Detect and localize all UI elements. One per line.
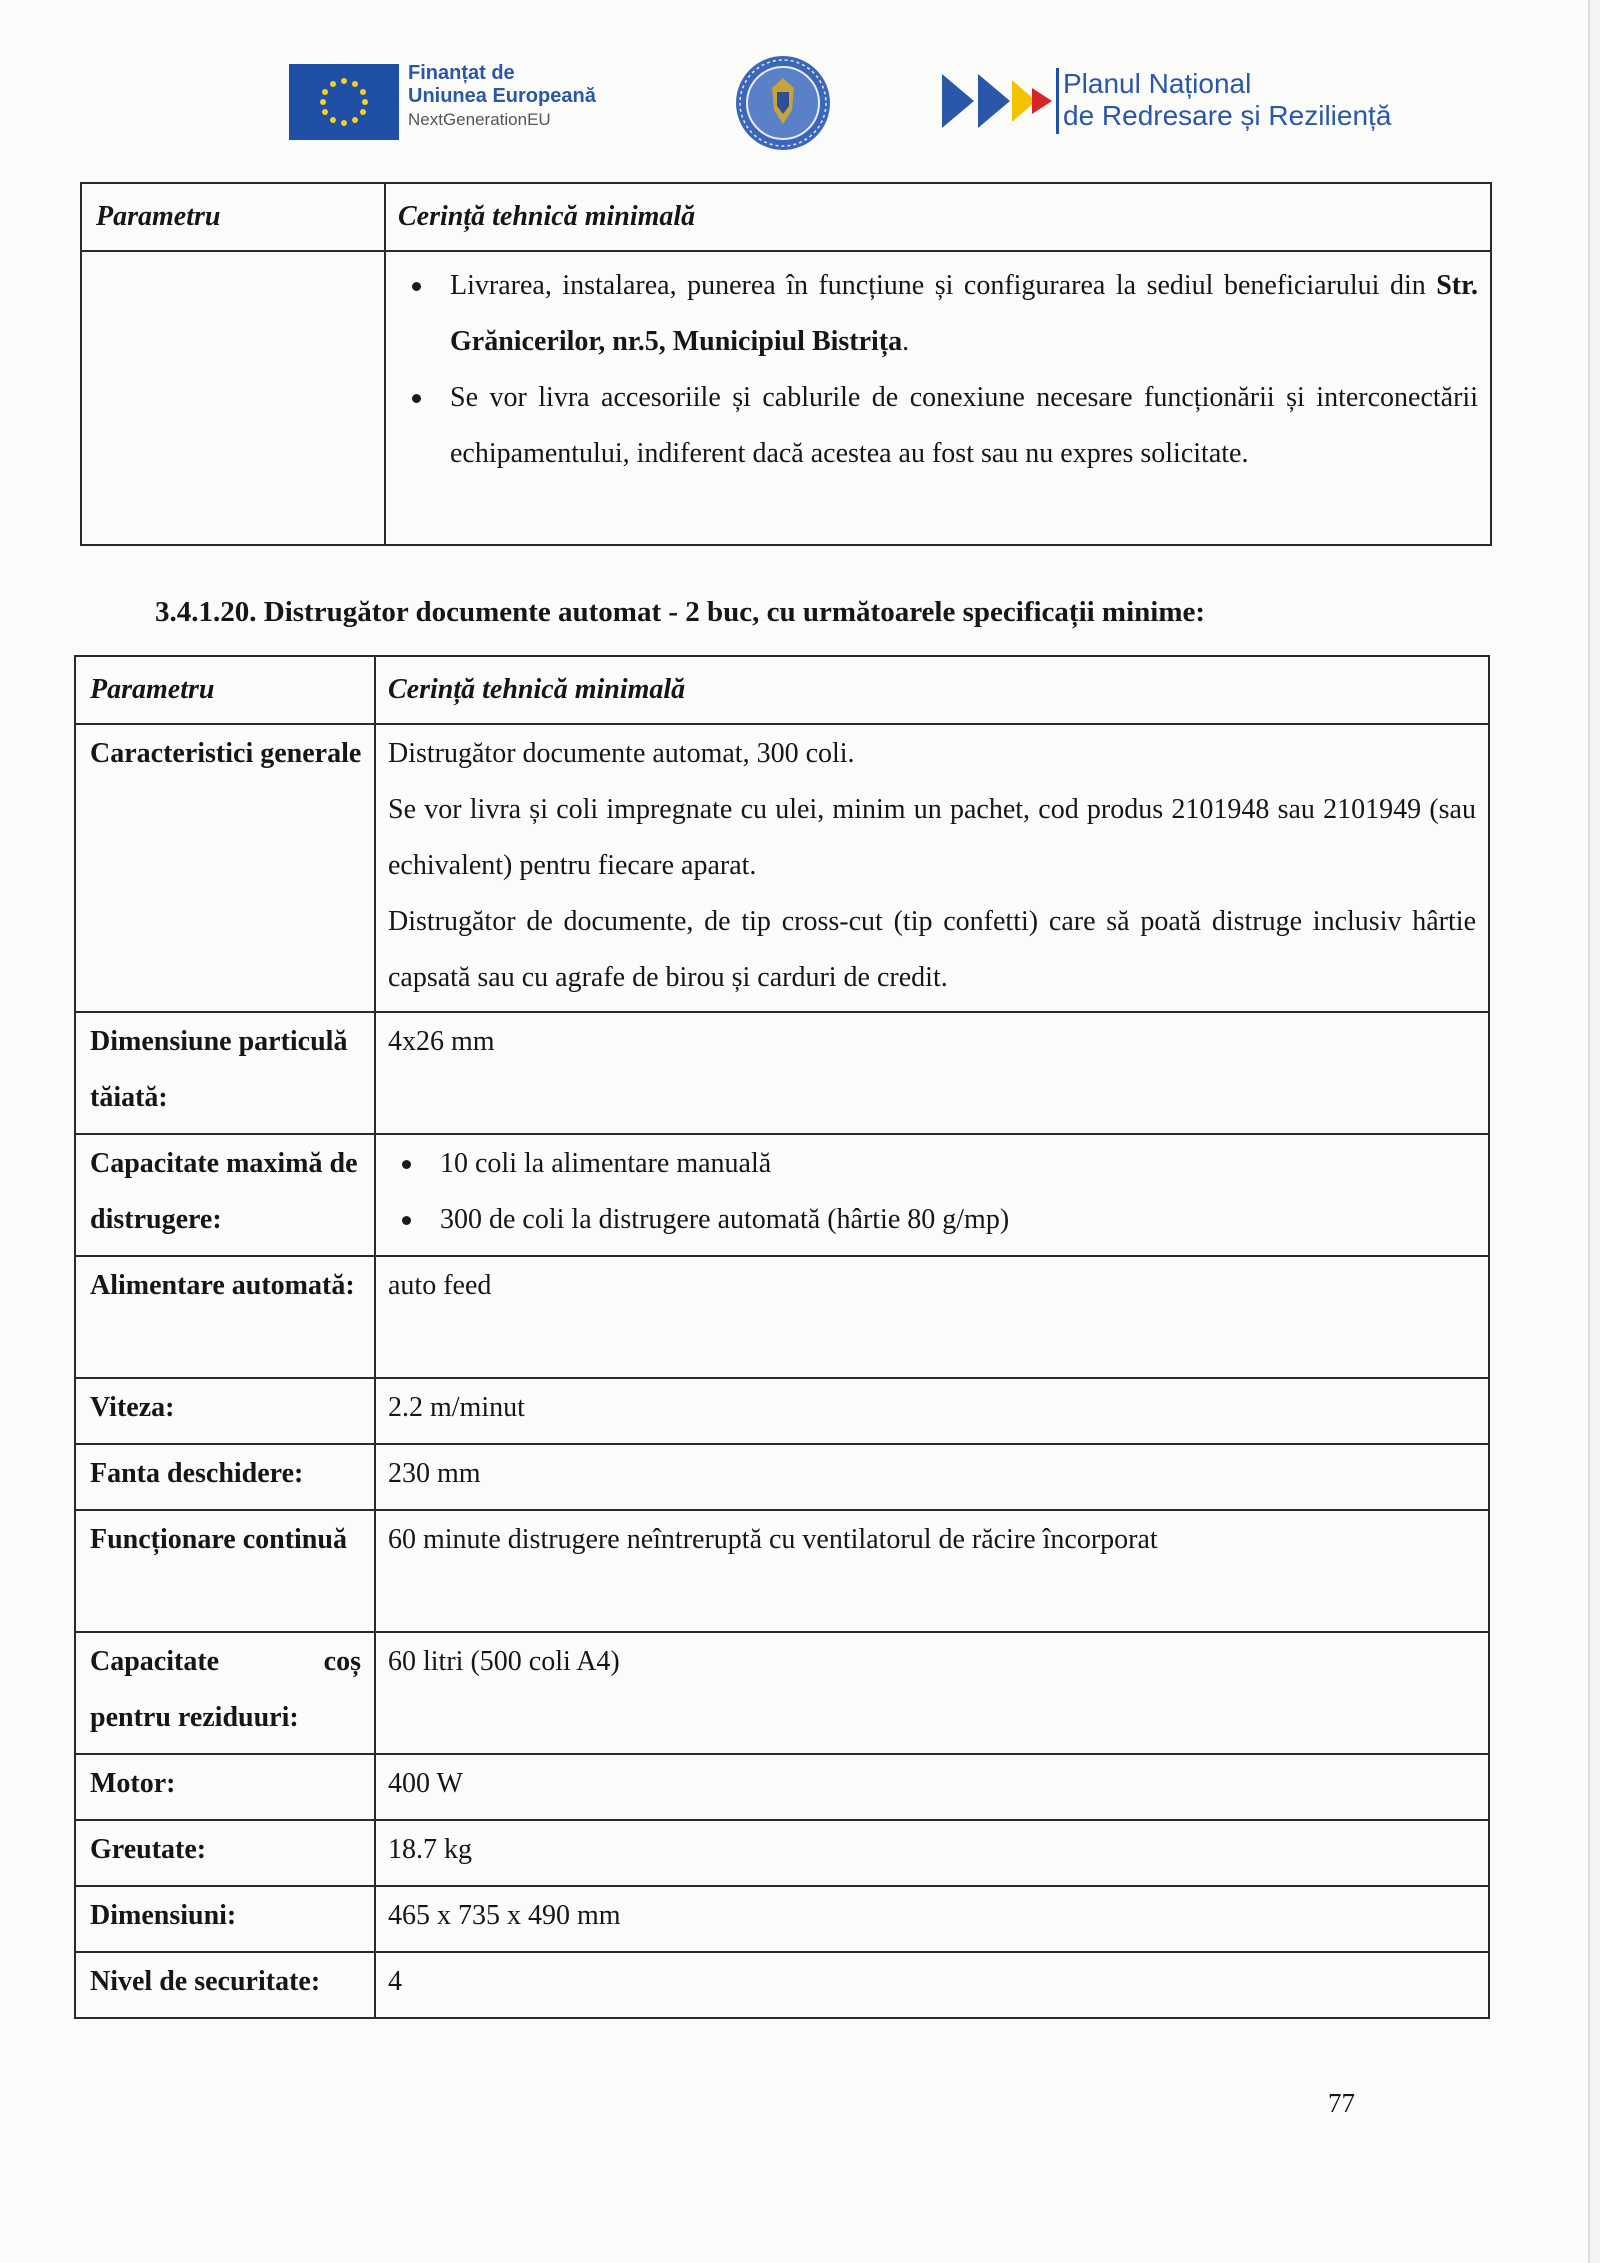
empty-param-cell	[81, 251, 385, 545]
table-row	[75, 1012, 1489, 1134]
param-cell	[75, 1632, 375, 1754]
eu-line3: NextGenerationEU	[408, 110, 551, 129]
table-row	[75, 1754, 1489, 1820]
param-cell: Dimensiuni:	[75, 1886, 375, 1952]
eu-flag-icon	[289, 64, 399, 140]
param-cell: Fanta deschidere:	[75, 1444, 375, 1510]
list-item	[398, 258, 1478, 370]
table-row	[75, 1952, 1489, 2018]
param-cell: Funcționare continuă	[75, 1510, 375, 1632]
delivery-text-end: .	[902, 326, 910, 357]
value-cell: 230 mm	[375, 1444, 1489, 1510]
requirements-cell	[385, 251, 1491, 545]
table-row	[81, 251, 1491, 545]
value-cell: 60 minute distrugere neîntreruptă cu ventilatorul de răcire încorporat	[375, 1510, 1489, 1632]
header-cerinta: Cerință tehnică minimală	[375, 656, 1489, 724]
header-logos	[0, 0, 1588, 170]
value-cell	[375, 724, 1489, 1012]
value-cell: 2.2 m/minut	[375, 1378, 1489, 1444]
pnrr-line2: de Redresare și Reziliență	[1063, 100, 1392, 131]
pnrr-logo-icon	[940, 66, 1054, 136]
param-line: pentru reziduuri:	[90, 1702, 299, 1733]
param-cell: Alimentare automată:	[75, 1256, 375, 1378]
specifications-table	[74, 655, 1490, 2019]
value-cell: 4x26 mm	[375, 1012, 1489, 1134]
table-header-row	[81, 183, 1491, 251]
param-cell: Greutate:	[75, 1820, 375, 1886]
param-word: Capacitate	[90, 1646, 220, 1677]
value-cell: 18.7 kg	[375, 1820, 1489, 1886]
value-line: Se vor livra și coli impregnate cu ulei, minim un pachet, cod produs 2101948 sau 2101949 (sau echivalent) pentru fiecare aparat.	[388, 794, 1476, 881]
eu-line2: Uniunea Europeană	[408, 85, 596, 107]
param-cell: Dimensiune particulă tăiată:	[75, 1012, 375, 1134]
param-cell: Viteza:	[75, 1378, 375, 1444]
section-title: 3.4.1.20. Distrugător documente automat - 2 buc, cu următoarele specificații minime:	[155, 596, 1206, 628]
delivery-text: Livrarea, instalarea, punerea în funcțiune și configurarea la sediul beneficiarului din	[450, 270, 1437, 301]
value-cell: auto feed	[375, 1256, 1489, 1378]
param-cell: Nivel de securitate:	[75, 1952, 375, 2018]
eu-line1: Finanțat de	[408, 62, 515, 84]
pnrr-text	[1063, 68, 1391, 132]
header-parametru: Parametru	[75, 656, 375, 724]
table-row	[75, 724, 1489, 1012]
value-cell	[375, 1134, 1489, 1256]
list-item: 10 coli la alimentare manuală	[388, 1136, 1476, 1192]
param-cell: Caracteristici generale	[75, 724, 375, 1012]
delivery-address: Str. Grănicerilor, nr.5, Municipiul Bistrița	[450, 270, 1478, 357]
header-parametru: Parametru	[81, 183, 385, 251]
table-row	[75, 1632, 1489, 1754]
delivery-list	[398, 258, 1478, 482]
table-row	[75, 1378, 1489, 1444]
list-item: 300 de coli la distrugere automată (hârtie 80 g/mp)	[388, 1192, 1476, 1248]
header-cerinta: Cerință tehnică minimală	[385, 183, 1491, 251]
pnrr-line1: Planul Național	[1063, 68, 1252, 99]
param-cell: Motor:	[75, 1754, 375, 1820]
value-cell: 60 litri (500 coli A4)	[375, 1632, 1489, 1754]
value-cell: 4	[375, 1952, 1489, 2018]
requirements-table-continued	[80, 182, 1492, 546]
table-header-row	[75, 656, 1489, 724]
government-seal-icon	[734, 54, 832, 152]
table-row	[75, 1444, 1489, 1510]
pnrr-divider	[1056, 68, 1059, 134]
list-item: Se vor livra accesoriile și cablurile de conexiune necesare funcționării și interconectării echipamentului, indiferent dacă acestea au fost sau nu expres solicitate.	[398, 370, 1478, 482]
param-cell: Capacitate maximă de distrugere:	[75, 1134, 375, 1256]
page-number: 77	[1328, 2088, 1355, 2118]
value-line: Distrugător documente automat, 300 coli.	[388, 738, 855, 769]
param-line	[90, 1634, 373, 1690]
table-row	[75, 1820, 1489, 1886]
value-cell: 400 W	[375, 1754, 1489, 1820]
table-row	[75, 1886, 1489, 1952]
table-row	[75, 1510, 1489, 1632]
param-word: coș	[323, 1646, 361, 1677]
capacity-list	[388, 1136, 1476, 1248]
eu-funding-text	[408, 62, 596, 131]
value-cell: 465 x 735 x 490 mm	[375, 1886, 1489, 1952]
table-row	[75, 1134, 1489, 1256]
value-line: Distrugător de documente, de tip cross-cut (tip confetti) care să poată distruge inclusiv hârtie capsată sau cu agrafe de birou și carduri de credit.	[388, 906, 1476, 993]
table-row	[75, 1256, 1489, 1378]
